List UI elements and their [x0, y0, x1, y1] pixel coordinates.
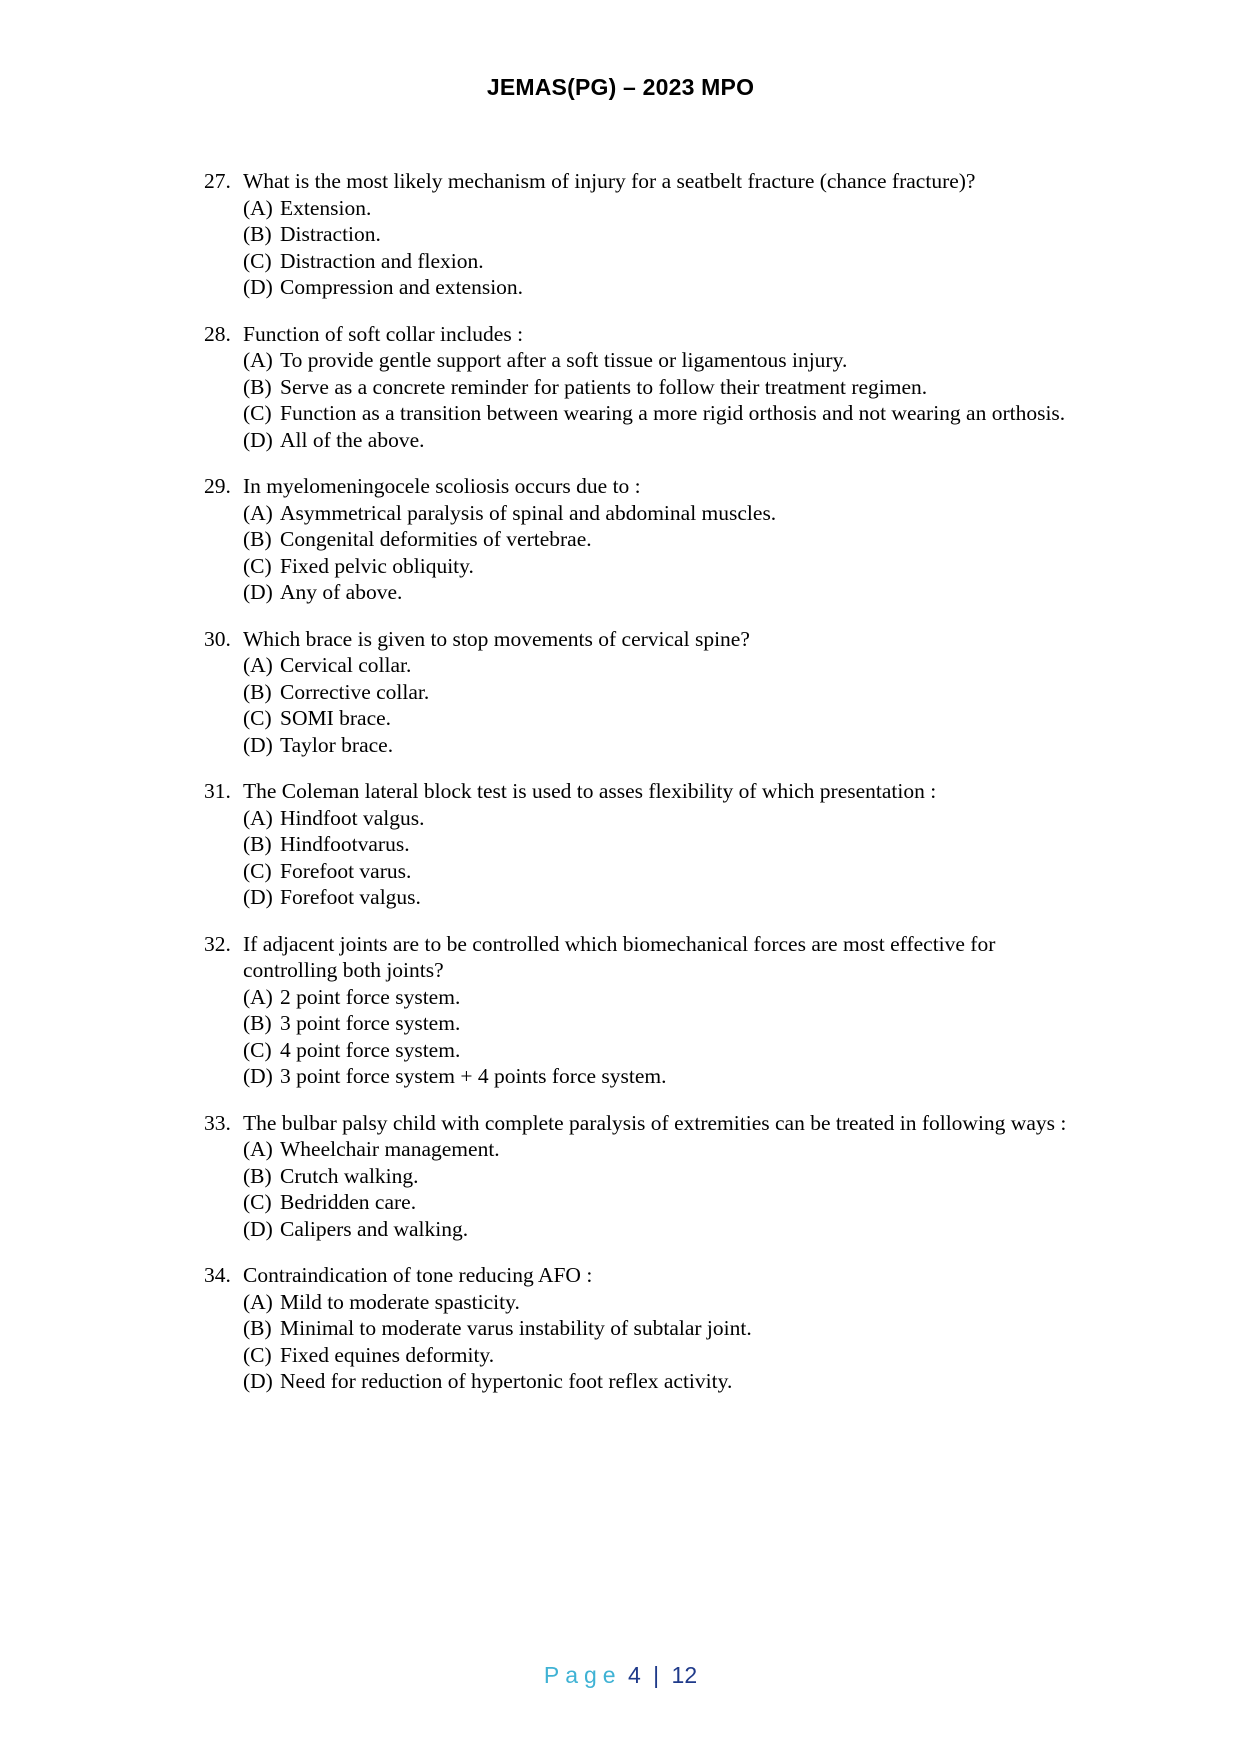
option-label: (D) [243, 1216, 273, 1241]
option-b [243, 526, 1084, 553]
question-29 [204, 473, 1084, 606]
question-list [204, 168, 1084, 1415]
question-text: The bulbar palsy child with complete paralysis of extremities can be treated in following ways : [243, 1110, 1067, 1135]
option-list [243, 500, 1084, 606]
option-label: (A) [243, 1137, 273, 1161]
option-text: Crutch walking. [280, 1163, 419, 1188]
question-30 [204, 626, 1084, 759]
question-number: 30. [204, 626, 231, 651]
option-label: (B) [243, 1011, 272, 1035]
option-label: (D) [243, 275, 273, 299]
option-text: Any of above. [280, 580, 403, 604]
option-text: All of the above. [280, 427, 425, 452]
option-list [243, 1136, 1084, 1242]
option-text: Calipers and walking. [280, 1216, 469, 1241]
option-c [243, 553, 1084, 580]
option-d [243, 1063, 1084, 1090]
question-28 [204, 321, 1084, 454]
option-text: To provide gentle support after a soft tissue or ligamentous injury. [280, 348, 848, 372]
question-text: Which brace is given to stop movements of cervical spine? [243, 626, 750, 651]
option-d [243, 732, 1084, 759]
question-32 [204, 931, 1084, 1090]
option-c [243, 400, 1084, 427]
option-label: (A) [243, 195, 273, 220]
page-word: Page [543, 1662, 622, 1688]
question-text: Function of soft collar includes : [243, 321, 524, 346]
option-d [243, 427, 1084, 454]
option-b [243, 1010, 1084, 1037]
option-d [243, 274, 1084, 301]
option-text: Hindfootvarus. [280, 832, 410, 856]
option-label: (B) [243, 679, 272, 704]
option-label: (B) [243, 1163, 272, 1188]
option-c [243, 1342, 1084, 1369]
option-label: (C) [243, 706, 272, 730]
question-number: 31. [204, 779, 231, 803]
question-number: 29. [204, 474, 231, 498]
option-b [243, 221, 1084, 248]
option-c [243, 248, 1084, 275]
option-label: (A) [243, 984, 273, 1009]
question-34 [204, 1262, 1084, 1395]
option-text: 3 point force system. [280, 1011, 461, 1035]
option-text: Fixed equines deformity. [280, 1342, 495, 1367]
option-a [243, 652, 1084, 679]
question-number: 34. [204, 1263, 231, 1287]
option-label: (C) [243, 1190, 272, 1214]
option-label: (C) [243, 553, 272, 578]
question-31 [204, 778, 1084, 911]
question-number: 28. [204, 321, 231, 346]
question-text: In myelomeningocele scoliosis occurs due to : [243, 474, 641, 498]
option-a [243, 195, 1084, 222]
option-label: (B) [243, 222, 272, 246]
option-text: Forefoot valgus. [280, 885, 421, 909]
option-label: (D) [243, 732, 273, 757]
option-c [243, 1037, 1084, 1064]
option-text: Congenital deformities of vertebrae. [280, 527, 592, 551]
option-d [243, 579, 1084, 606]
option-list [243, 805, 1084, 911]
question-text: The Coleman lateral block test is used to asses flexibility of which presentation : [243, 779, 937, 803]
option-label: (A) [243, 348, 273, 372]
question-number: 32. [204, 931, 231, 956]
option-text: Asymmetrical paralysis of spinal and abdominal muscles. [280, 500, 777, 525]
option-label: (D) [243, 1064, 273, 1088]
option-text: Distraction. [280, 222, 381, 246]
option-text: 3 point force system + 4 points force system. [280, 1064, 667, 1088]
question-text: Contraindication of tone reducing AFO : [243, 1263, 593, 1287]
option-label: (C) [243, 1037, 272, 1062]
total-pages: 12 [671, 1662, 698, 1688]
option-label: (C) [243, 858, 272, 883]
option-text: Function as a transition between wearing a more rigid orthosis and not wearing an orthosis. [280, 401, 1066, 425]
option-label: (C) [243, 248, 272, 273]
option-label: (B) [243, 832, 272, 856]
question-27 [204, 168, 1084, 301]
option-c [243, 858, 1084, 885]
option-text: 4 point force system. [280, 1037, 461, 1062]
option-label: (A) [243, 1289, 273, 1314]
option-text: Compression and extension. [280, 275, 524, 299]
option-text: Taylor brace. [280, 732, 394, 757]
option-b [243, 1163, 1084, 1190]
option-a [243, 347, 1084, 374]
option-text: Need for reduction of hypertonic foot reflex activity. [280, 1369, 733, 1393]
option-d [243, 1216, 1084, 1243]
page-header [0, 74, 1241, 101]
option-label: (B) [243, 374, 272, 399]
question-number: 33. [204, 1110, 231, 1135]
option-label: (A) [243, 805, 273, 830]
option-label: (A) [243, 653, 273, 677]
option-a [243, 805, 1084, 832]
option-label: (D) [243, 885, 273, 909]
page-separator: | [653, 1662, 660, 1688]
page-number: 4 [627, 1662, 641, 1688]
option-label: (D) [243, 580, 273, 604]
option-list [243, 347, 1084, 453]
option-c [243, 1189, 1084, 1216]
option-a [243, 1136, 1084, 1163]
option-b [243, 831, 1084, 858]
option-d [243, 1368, 1084, 1395]
option-b [243, 1315, 1084, 1342]
document-title: JEMAS(PG) – 2023 MPO [486, 74, 755, 100]
option-text: Distraction and flexion. [280, 248, 484, 273]
option-text: Mild to moderate spasticity. [280, 1289, 520, 1314]
option-a [243, 500, 1084, 527]
option-d [243, 884, 1084, 911]
option-list [243, 652, 1084, 758]
option-c [243, 705, 1084, 732]
page-footer [0, 1662, 1241, 1689]
option-list [243, 1289, 1084, 1395]
option-text: SOMI brace. [280, 706, 392, 730]
option-b [243, 374, 1084, 401]
option-text: Extension. [280, 195, 372, 220]
option-label: (D) [243, 427, 273, 452]
question-number: 27. [204, 169, 231, 193]
option-b [243, 679, 1084, 706]
option-a [243, 984, 1084, 1011]
option-a [243, 1289, 1084, 1316]
option-text: Minimal to moderate varus instability of subtalar joint. [280, 1316, 752, 1340]
option-list [243, 984, 1084, 1090]
option-label: (C) [243, 401, 272, 425]
question-text: What is the most likely mechanism of injury for a seatbelt fracture (chance fracture)? [243, 169, 976, 193]
option-text: Fixed pelvic obliquity. [280, 553, 474, 578]
option-label: (A) [243, 500, 273, 525]
option-text: Serve as a concrete reminder for patients to follow their treatment regimen. [280, 374, 928, 399]
option-list [243, 195, 1084, 301]
option-text: Corrective collar. [280, 679, 430, 704]
option-text: Cervical collar. [280, 653, 412, 677]
option-text: Forefoot varus. [280, 858, 412, 883]
option-text: Hindfoot valgus. [280, 805, 425, 830]
option-text: Bedridden care. [280, 1190, 417, 1214]
option-label: (B) [243, 1316, 272, 1340]
option-label: (B) [243, 527, 272, 551]
question-33 [204, 1110, 1084, 1243]
question-text: If adjacent joints are to be controlled which biomechanical forces are most effective for controlling both joints? [243, 931, 996, 982]
option-label: (C) [243, 1342, 272, 1367]
option-text: 2 point force system. [280, 984, 461, 1009]
option-text: Wheelchair management. [280, 1137, 500, 1161]
option-label: (D) [243, 1369, 273, 1393]
